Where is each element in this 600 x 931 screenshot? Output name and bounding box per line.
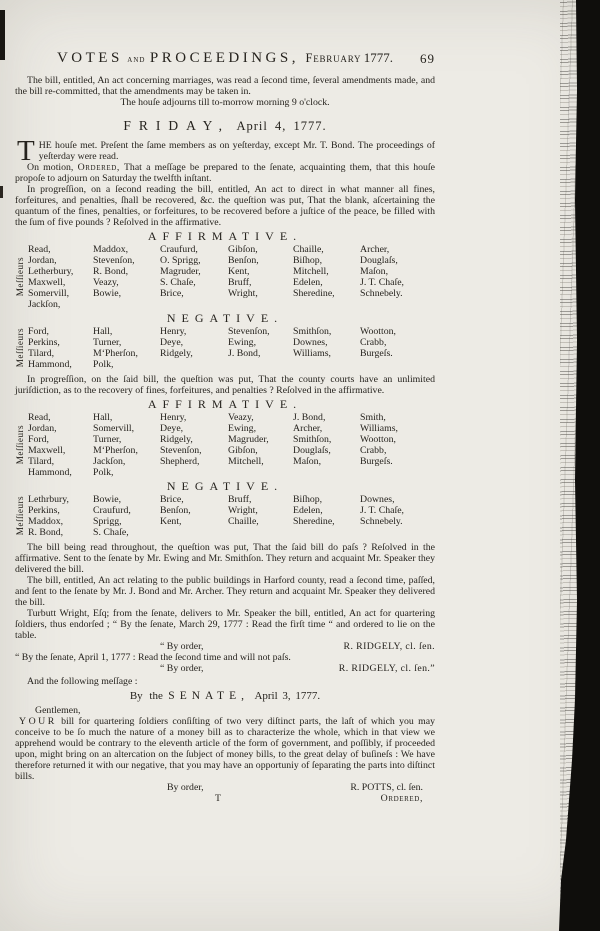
voter-name: Williams, [360,423,398,434]
voter-name: Ewing, [228,337,257,348]
paragraph-adjournment: The houſe adjourns till to-morrow morning 9 o'clock. [120,97,330,108]
voter-name: Wright, [228,288,258,299]
voter-name: S. Chaſe, [93,527,129,538]
voter-name: Sprigg, [93,516,122,527]
header-votes: VOTES [56,50,123,66]
by-order-label: By order, [167,782,204,793]
messieurs-label: Meſſieurs [16,496,26,536]
voter-name: Jordan, [28,255,57,266]
voter-name: Perkins, [28,505,60,516]
voter-name: Stevenſon, [93,255,135,266]
voter-name: Stevenſon, [228,326,270,337]
voter-name: Smith, [360,412,386,423]
vote-column [28,326,93,370]
voter-name: Crabb, [360,337,387,348]
vote-column [228,412,293,478]
voter-name: Turner, [93,337,122,348]
voter-name: O. Sprigg, [160,255,201,266]
message-closing [15,782,435,793]
voter-name: Bruff, [228,494,252,505]
voter-name: Read, [28,412,51,423]
voter-name: Perkins, [28,337,60,348]
vote-column [160,494,228,538]
vote-column [93,326,160,370]
senate-message-date: April 3, 1777. [254,690,321,702]
clerk-signature-potts: R. POTTS, cl. ſen. [350,782,423,793]
vote-table-affirmative-1 [15,244,435,310]
voter-name: Craufurd, [160,244,198,255]
voter-name: Maxwell, [28,277,66,288]
vote-column [28,244,93,310]
voter-name: Smithſon, [293,434,332,445]
voter-name: Williams, [293,348,331,359]
voter-name: Deye, [160,423,184,434]
session-day: FRIDAY, [123,118,231,133]
vote-column [93,244,160,310]
voter-name: Downes, [293,337,328,348]
senate-word: SENATE, [168,690,249,702]
paragraph-house-met-text: HE houſe met. Preſent the ſame members as on yeſterday, except Mr. T. Bond. The proceedings of yeſterday were read. [38,140,435,162]
voter-name: Lethrbury, [28,494,69,505]
vote-column [360,244,435,310]
voter-name: Ridgely, [160,348,193,359]
endorsement-by-order-2: “ By order, R. RIDGELY, cl. ſen.” [160,663,435,674]
paragraph-jurisdiction: In progreſſion, on the ſaid bill, the queſtion was put, That the county courts have an unlimited juriſdiction, as to the recovery of fines, forfeitures, and penalties ? Reſolved in the affirmative. [15,374,435,396]
voter-name: Sheredine, [293,516,335,527]
endorsement-by-order-1: “ By order, R. RIDGELY, cl. ſen. [160,641,435,652]
catchword-row [15,793,435,804]
voter-name: Maddox, [28,516,64,527]
voter-name: Polk, [93,359,114,370]
voter-name: Maſon, [293,456,322,467]
clerk-signature: R. RIDGELY, cl. ſen. [343,641,435,652]
voter-name: Crabb, [360,445,387,456]
paragraph-bill-pass: The bill being read throughout, the queſtion was put, That the ſaid bill do paſs ? Reſolved in the affirmative. Sent to the ſenate by Mr. Ewing and Mr. Smithſon. They return and acquaint Mr. Speaker they delivered the bill. [15,542,435,575]
vote-column [293,494,360,538]
message-opening-word: YOUR [19,716,57,727]
voter-name: Jackſon, [93,456,126,467]
voter-name: Read, [28,244,51,255]
voter-name: Douglaſs, [293,445,331,456]
voter-name: Brice, [160,494,184,505]
vote-column [28,412,93,478]
vote-column [93,412,160,478]
drop-cap-initial: T [17,135,35,167]
paragraph-fines-bill: In progreſſion, on a ſecond reading the bill, entitled, An act to direct in what manner all fines, forfeitures, and penalties, ſhall be recovered, &c. the queſtion was put, That the blank, aſcertaining the quantum of the fines, penalties, or forfeitures, to be recovered before a juſtice of the peace, be filled with the ſum of five pounds ? Reſolved in the affirmative. [15,184,435,228]
vote-heading-affirmative-2: AFFIRMATIVE. [147,397,303,411]
messieurs-label: Meſſieurs [16,328,26,368]
clerk-signature: R. RIDGELY, cl. ſen.” [338,663,435,674]
voter-name: Magruder, [160,266,201,277]
running-head [15,52,435,66]
messieurs-label: Meſſieurs [16,425,26,465]
vote-column [228,244,293,310]
voter-name: Bowie, [93,494,122,505]
voter-name: Maxwell, [28,445,66,456]
vote-column [160,326,228,370]
endorsement-second-reading: “ By the ſenate, April 1, 1777 : Read the ſecond time and will not paſs. [15,652,291,663]
vote-heading-affirmative-1: AFFIRMATIVE. [147,229,303,243]
voter-name: Biſhop, [293,494,323,505]
voter-name: R. Bond, [93,266,129,277]
vote-heading-negative-2: NEGATIVE. [166,479,284,493]
voter-name: Archer, [293,423,323,434]
voter-name: Henry, [160,326,187,337]
voter-name: Hall, [93,326,113,337]
paragraph-marriage-bill: The bill, entitled, An act concerning marriages, was read a ſecond time, ſeveral amendments made, and the bill re-committed, that the amendments may be taken in. [15,75,435,97]
vote-column [360,494,435,538]
scan-artifact-left-edge [0,186,3,198]
voter-name: Schnebely. [360,516,403,527]
voter-name: Kent, [160,516,182,527]
voter-name: Burgeſs. [360,348,393,359]
voter-name: Bowie, [93,288,122,299]
voter-name: Brice, [160,288,184,299]
vote-heading-negative-1: NEGATIVE. [166,311,284,325]
page-number: 69 [420,51,435,66]
vote-column [228,494,293,538]
voter-name: Mitchell, [228,456,264,467]
voter-name: Gibſon, [228,445,258,456]
voter-name: Schnebely. [360,288,403,299]
voter-name: Burgeſs. [360,456,393,467]
voter-name: Mitchell, [293,266,329,277]
vote-column [160,244,228,310]
vote-column [293,326,360,370]
voter-name: Douglaſs, [360,255,398,266]
voter-name: Somervill, [93,423,135,434]
voter-name: Turner, [93,434,122,445]
voter-name: Ford, [28,434,49,445]
voter-name: Archer, [360,244,390,255]
voter-name: J. T. Chaſe, [360,505,404,516]
voter-name: Benſon, [160,505,191,516]
session-heading [15,120,435,133]
voter-name: Benſon, [228,255,259,266]
paragraph-turbutt-wright: Turbutt Wright, Eſq; from the ſenate, delivers to Mr. Speaker the bill, entitled, An act for quartering ſoldiers, thus endorſed ; “ By the ſenate, March 29, 1777 : Read the firſt time “ and ordered to lie on the table. [15,608,435,641]
paragraph-following-message: And the following meſſage : [27,676,138,687]
paragraph-harford-buildings: The bill, entitled, An act relating to the public buildings in Harford county, read a ſecond time, paſſed, and ſent to the ſenate by Mr. J. Bond and Mr. Archer. They return and acquaint Mr. Speaker they delivered the bill. [15,575,435,608]
voter-name: Maddox, [93,244,129,255]
voter-name: M‘Pherſon, [93,445,138,456]
signature-mark: T [215,793,221,804]
vote-table-negative-2 [15,494,435,538]
vote-column [360,326,435,370]
voter-name: J. Bond, [228,348,261,359]
ordered-smallcaps: Ordered, [77,162,120,173]
vote-table-negative-1 [15,326,435,370]
voter-name: J. Bond, [293,412,326,423]
senate-message-heading: By the SENATE, April 3, 1777. [129,690,321,702]
voter-name: Hall, [93,412,113,423]
voter-name: S. Chaſe, [160,277,196,288]
voter-name: Ridgely, [160,434,193,445]
session-date: April 4, 1777. [236,119,327,133]
voter-name: Letherbury, [28,266,74,277]
messieurs-label: Meſſieurs [16,257,26,297]
voter-name: M‘Pherſon, [93,348,138,359]
voter-name: Deye, [160,337,184,348]
vote-column [93,494,160,538]
header-month: February [305,51,362,65]
voter-name: Chaille, [293,244,324,255]
voter-name: Tilard, [28,348,55,359]
voter-name: Wootton, [360,326,396,337]
voter-name: Shepherd, [160,456,200,467]
voter-name: Ewing, [228,423,257,434]
vote-column [360,412,435,478]
header-year: 1777. [363,50,394,65]
voter-name: Ford, [28,326,49,337]
catchword-ordered: Ordered, [380,793,423,804]
voter-name: Hammond, [28,467,72,478]
voter-name: Somervill, [28,288,70,299]
voter-name: Tilard, [28,456,55,467]
vote-column [28,494,93,538]
vote-column [293,412,360,478]
header-proceedings: PROCEEDINGS, [149,50,299,66]
voter-name: Edelen, [293,277,323,288]
voter-name: Downes, [360,494,395,505]
vote-table-affirmative-2 [15,412,435,478]
voter-name: Henry, [160,412,187,423]
voter-name: Kent, [228,266,250,277]
voter-name: Gibſon, [228,244,258,255]
header-and: and [127,55,146,65]
voter-name: Edelen, [293,505,323,516]
salutation-gentlemen: Gentlemen, [35,705,81,716]
voter-name: Jackſon, [28,299,61,310]
voter-name: R. Bond, [28,527,64,538]
paragraph-house-met [15,135,435,167]
voter-name: Veazy, [93,277,119,288]
vote-column [160,412,228,478]
voter-name: Stevenſon, [160,445,202,456]
scan-artifact-top-left [0,10,5,60]
page-content [15,52,435,804]
voter-name: Wright, [228,505,258,516]
voter-name: Hammond, [28,359,72,370]
vote-column [228,326,293,370]
voter-name: Sheredine, [293,288,335,299]
voter-name: Chaille, [228,516,259,527]
voter-name: Craufurd, [93,505,131,516]
voter-name: Maſon, [360,266,389,277]
voter-name: Jordan, [28,423,57,434]
vote-column [293,244,360,310]
voter-name: Wootton, [360,434,396,445]
voter-name: Bruff, [228,277,252,288]
paragraph-motion: On motion, Ordered, That a meſſage be prepared to the ſenate, acquainting them, that this houſe propoſe to adjourn on Saturday the twelfth inſtant. [15,162,435,184]
voter-name: Magruder, [228,434,269,445]
voter-name: Veazy, [228,412,254,423]
voter-name: Polk, [93,467,114,478]
voter-name: J. T. Chaſe, [360,277,404,288]
voter-name: Biſhop, [293,255,323,266]
paragraph-senate-message: YOUR bill for quartering ſoldiers conſiſting of two very diſtinct parts, the laſt of which you may conceive to be ſo much the nature of a money bill as to characterize the whole, which in that view we apprehend would be contrary to the eleventh article of the form of government, and poſſibly, if proceeded upon, might bring on an altercation on the ſubject of money bills, to the great delay of buſineſs : We have therefore returned it with our negative, that you may have an opportuniy of ſeparating the parts into diſtinct bills. [15,716,435,782]
voter-name: Smithſon, [293,326,332,337]
